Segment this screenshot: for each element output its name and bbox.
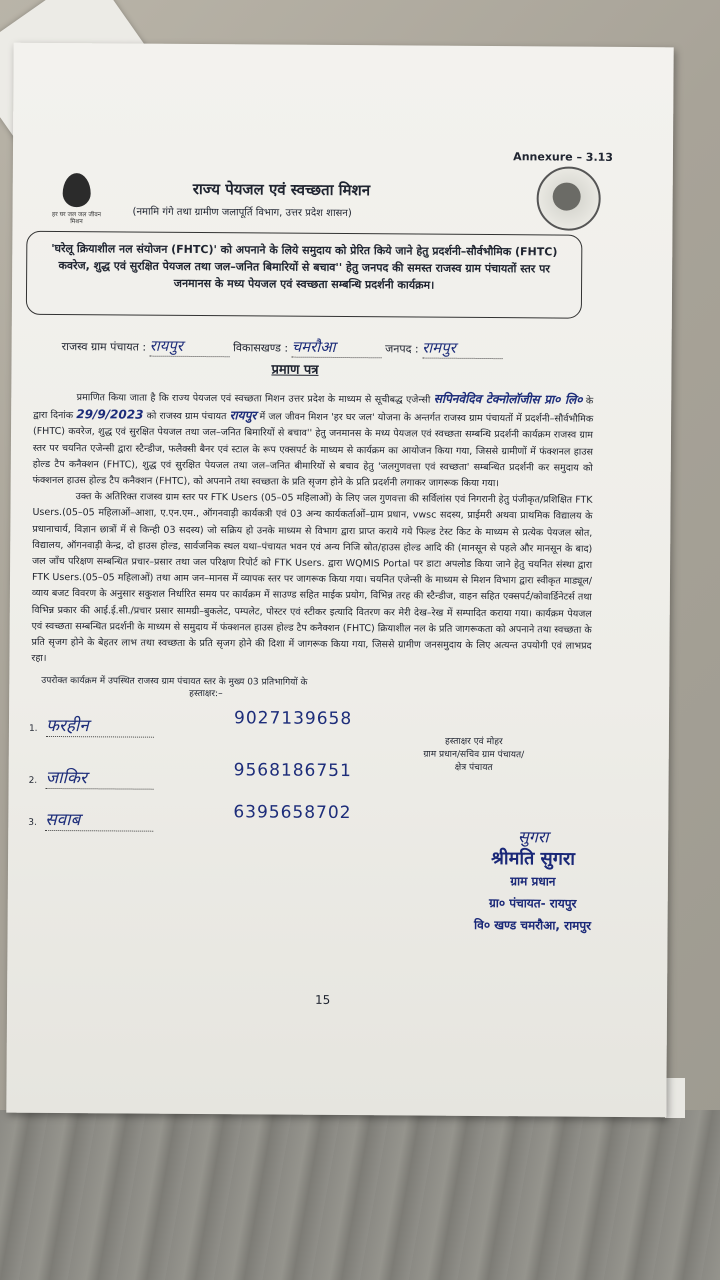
document-page (6, 43, 673, 1118)
gp-value: रायपुर (150, 336, 230, 358)
page-underneath (665, 1078, 685, 1118)
signature-label: हस्ताक्षर:– (189, 688, 223, 700)
program-date: 29/9/2023 (76, 407, 144, 422)
rep-name: जाकिर (45, 765, 153, 790)
seal-label (399, 735, 549, 775)
water-drop-icon (63, 173, 91, 207)
body-p1-c: को राजस्व ग्राम पंचायत (146, 410, 227, 423)
gp-label: राजस्व ग्राम पंचायत : (61, 340, 147, 354)
rep-phone: 9568186751 (233, 760, 352, 782)
representative-row (28, 708, 353, 738)
up-government-seal-icon (536, 166, 600, 230)
body-p1-b: के द्वारा दिनांक (33, 395, 594, 422)
floor-background (0, 1110, 720, 1280)
seal-label-line-1: हस्ताक्षर एवं मोहर (444, 736, 503, 748)
agency-name: सपिनवेदिव टेक्नोलॉजीस प्रा० लि० (433, 391, 583, 407)
seal-label-line-2: ग्राम प्रधान/सचिव ग्राम पंचायत/ (423, 749, 525, 761)
stamp-line-2: ग्रा० पंचायत- रायपुर (488, 896, 577, 911)
rep-number: 2. (28, 775, 38, 786)
page-number: 15 (315, 992, 331, 1007)
rep-name: सवाब (45, 807, 153, 832)
pradhan-name: श्रीमति सुगरा (491, 848, 575, 870)
representatives-intro: उपरोक्त कार्यक्रम में उपस्थित राजस्व ग्राम पंचायत स्तर के मुख्य 03 प्रतिभागियों के (41, 675, 308, 688)
certificate-body (31, 388, 593, 671)
block-label: विकासखण्ड : (233, 341, 289, 355)
document-title: राज्य पेयजल एवं स्वच्छता मिशन (192, 179, 371, 200)
district-value: रामपुर (422, 338, 502, 360)
logo-text: हर घर जल जल जीवन मिशन (52, 210, 102, 226)
body-p1-a: प्रमाणित किया जाता है कि राज्य पेयजल एवं स्वच्छता मिशन उत्तर प्रदेश के माध्यम से सूचीबद्ध एजेन्सी (76, 392, 431, 406)
rep-name: फरहीन (46, 713, 154, 738)
annexure-label: Annexure – 3.13 (513, 150, 614, 164)
jal-jeevan-mission-logo (46, 173, 106, 225)
program-banner: 'घरेलू क्रियाशील नल संयोजन (FHTC)' को अपनाने के लिये समुदाय को प्रेरित किये जाने हेतु प्रदर्शनी–सौर्वभौमिक (FHTC) कवरेज, शुद्ध एवं सुरक्षित पेयजल तथा जल–जनित बिमारियों से बचाव'' हेतु जनपद की समस्त राजस्व ग्राम पंचायतों स्तर पर जनमानस के मध्य पेयजल एवं स्वच्छता सम्बन्धि प्रदर्शनी कार्यक्रम। (26, 231, 583, 319)
pradhan-signature: सुगरा (517, 827, 549, 847)
seal-label-line-3: क्षेत्र पंचायत (454, 762, 493, 774)
representative-row (28, 760, 352, 790)
pradhan-stamp (448, 826, 619, 937)
stamp-line-3: वि० खण्ड चमरौआ, रामपुर (474, 917, 592, 933)
body-p1-d: में जल जीवन मिशन 'हर घर जल' योजना के अन्तर्गत राजस्व ग्राम पंचायतों में प्रदर्शनी–सौर्वभौमिक (FHTC) कवरेज, शुद्ध एवं सुरक्षित पेयजल तथा जल–जनित बिमारियों से बचाव'' हेतु जनमानस के मध्य पेयजल एवं स्वच्छता सम्बन्धि प्रदर्शनी कार्यक्रम राजस्व ग्राम स्तर पर चयनित एजेन्सी द्वारा स्टैन्डीज, फलैक्सी बैनर एवं स्टाल के रूप एक्सपर्ट के माध्यम से कार्यक्रम का आयोजन किया गया, जिससे ग्रामीणों में फंक्शनल हाउस होल्ड टैप कनैक्शन (FHTC), शुद्ध एवं सुरक्षित पेयजल तथा जल–जनित बीमारियों से बचाव हेतु 'जलगुणवत्ता एवं स्वच्छता' सम्बन्धित प्रदर्शनी कर समुदाय को फंक्शनल हाउस होल्ड टैप कनैक्शन (FHTC), को अपनाने तथा स्वच्छता के प्रति सृजग होने के प्रति प्रदर्शनी लगाकर जागरूक किया गया। (32, 411, 594, 490)
block-value: चमरौआ (292, 337, 382, 359)
body-p2: उक्त के अतिरिक्त राजस्व ग्राम स्तर पर FTK Users (05–05 महिलाओं) के लिए जल गुणवत्ता की सर्विलांस एवं निगरानी हेतु पंजीकृत/प्रशिक्षित FTK Users.(05–05 महिलाओं–आशा, ए.एन.एम., ऑगनवाड़ी कार्यकत्री एवं 03 अन्य कार्यकर्ताओं–ग्राम प्रधान, vwsc सदस्य, प्राईमरी अथवा प्राथमिक विद्यालय के प्रधानाचार्य, विज्ञान छात्रों में से किन्ही 03 सदस्य) जो सक्रिय हो उनके माध्यम से विभाग द्वारा प्राप्त कराये गये फिल्ड टेस्ट किट के माध्यम से प्रत्येक पेयजल स्रोत, विद्यालय, ऑगनवाड़ी केन्द्र, दो हाउस होल्ड, सार्वजनिक स्थल यथा–पंचायत भवन एवं अन्य निजि स्रोत/हाउस होल्ड आदि की (मानसून से पहले और मानसून के बाद) जल जाँच परिक्षण सम्बन्धित प्रचार–प्रसार तथा जल परिक्षण रिपोर्ट को FTK Users. द्वारा WQMIS Portal पर डाटा अपलोड किया जाने हेतु चयनित संस्था द्वारा FTK Users.(05–05 महिलाओं) तथा आम जन–मानस में व्यापक स्तर पर जागरूक किया गया। चयनित एजेन्सी के माध्यम से मिशन विभाग द्वारा स्वीकृत माड्यूल/व्याय बजट विवरण के अनुसार सकुशल निर्धारित समय पर कार्यक्रम में साउण्ड सहित माईक प्रयोग, विभिन्न तरह की स्टैन्डीज, वाहन सहित एक्सपर्ट/कोवार्डिनेटर्स तथा विभिन्न प्रकार की आई.ई.सी./प्रचार प्रसार सामग्री–बुकलेट, पम्पलेट, पोस्टर एवं स्टीकर इत्यादि वितरण कर मेरी देख–रेख में सम्पादित कराया गया। कार्यक्रम पेयजल एवं स्वच्छता सम्बन्धित प्रदर्शनी के माध्यम से समुदाय में फंक्शनल हाउस होल्ड टैप कनैक्शन (FHTC) क्रियाशील नल के प्रति जागरूकता को अपनाने तथा स्वच्छता के प्रति सृजग होने के बेहतर लाभ तथा स्वच्छता के प्रति सृजग होने की दिशा में जागरूक किया गया, जिससे ग्रामीण जनसमुदाय के लिए अत्यन्त उपयोगी एवं लाभप्रद रहा। (31, 491, 593, 665)
village-name: रायपुर (229, 408, 257, 423)
rep-phone: 6395658702 (233, 802, 352, 824)
district-label: जनपद : (385, 342, 419, 356)
certificate-title: प्रमाण पत्र (271, 362, 319, 378)
rep-number: 1. (28, 723, 38, 734)
document-subtitle: (नमामि गंगे तथा ग्रामीण जलापूर्ति विभाग, उत्तर प्रदेश शासन) (132, 206, 352, 220)
rep-phone: 9027139658 (233, 708, 353, 730)
representative-row (28, 802, 352, 832)
location-fields (62, 335, 503, 359)
stamp-line-1: ग्राम प्रधान (510, 874, 556, 889)
rep-number: 3. (28, 817, 37, 828)
